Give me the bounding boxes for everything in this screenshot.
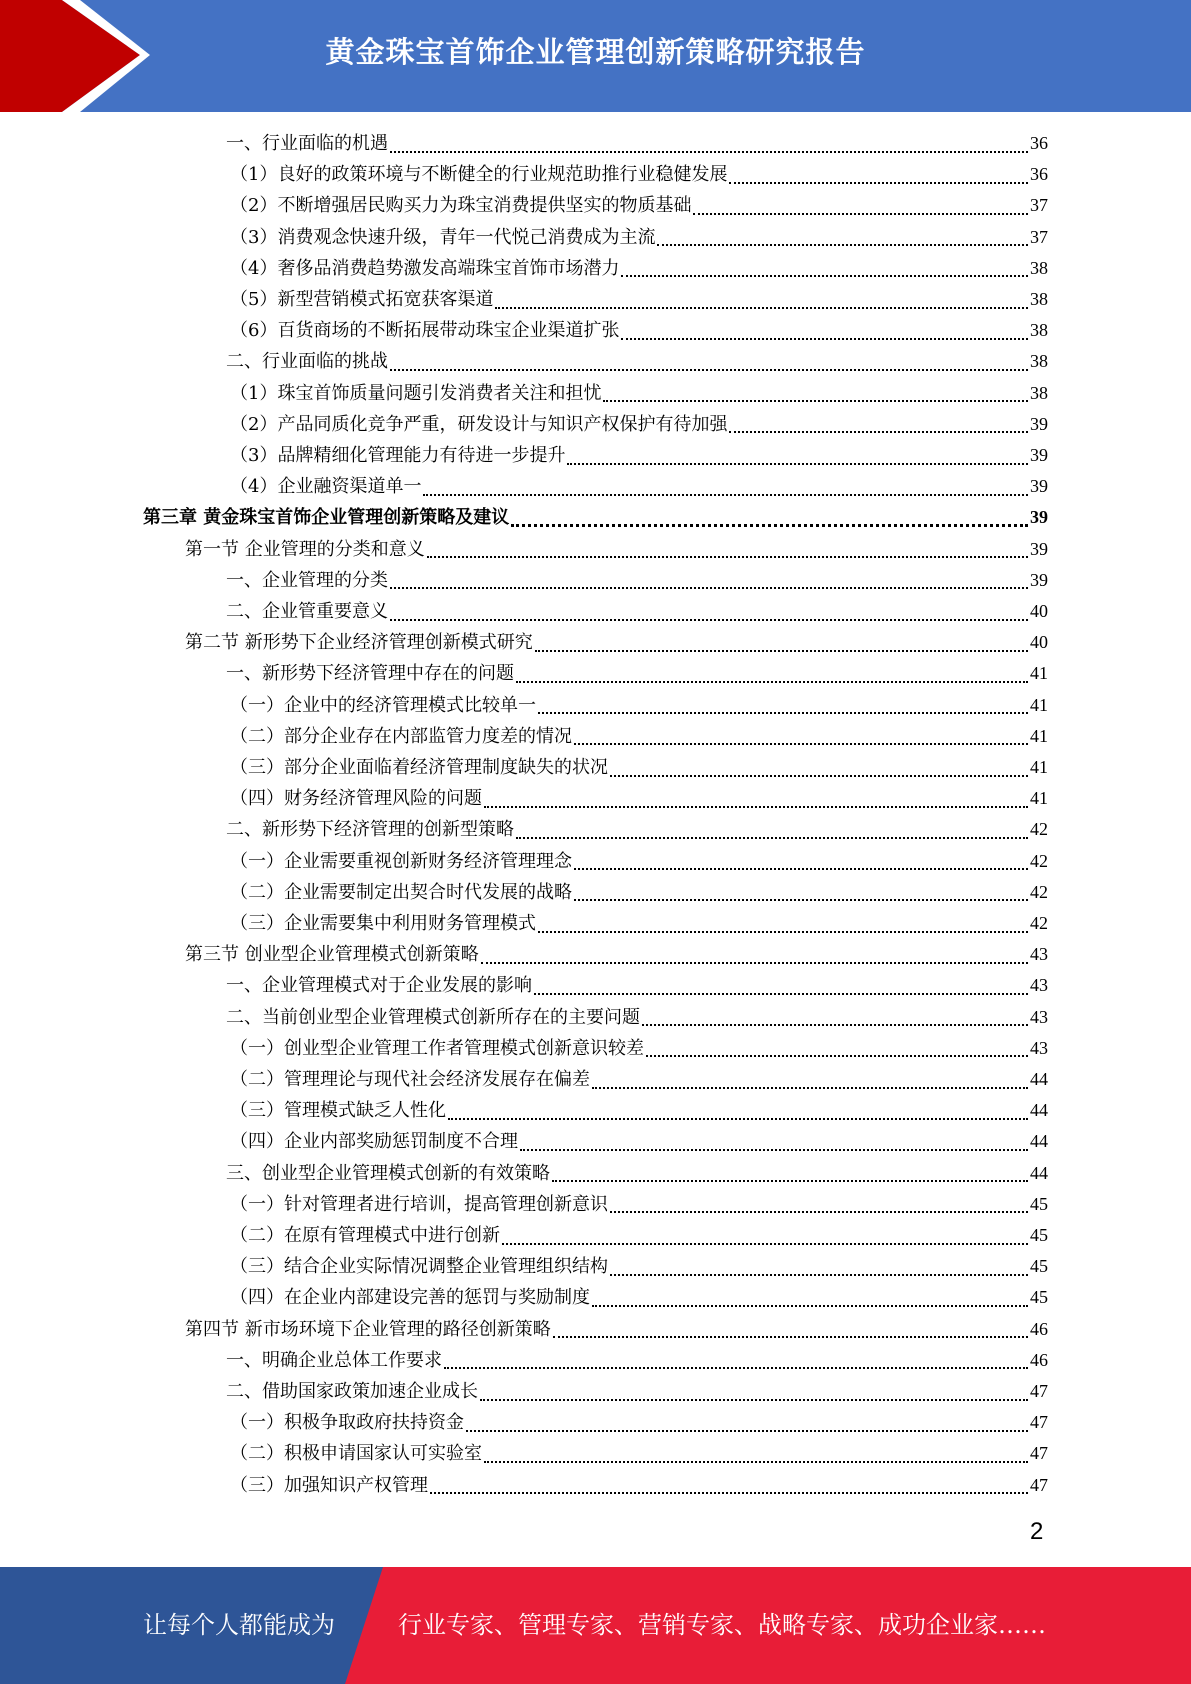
- toc-page-number: 46: [1030, 1318, 1048, 1339]
- toc-entry-title: （二）积极申请国家认可实验室: [230, 1443, 482, 1465]
- toc-item-row[interactable]: [230, 222, 1048, 253]
- toc-entry-title: （四）在企业内部建设完善的惩罚与奖励制度: [230, 1287, 590, 1309]
- toc-leader-dots: [729, 182, 1028, 184]
- toc-item-row[interactable]: [230, 1064, 1048, 1095]
- report-title: 黄金珠宝首饰企业管理创新策略研究报告: [325, 34, 866, 69]
- toc-entry-title: 三、创业型企业管理模式创新的有效策略: [226, 1162, 550, 1184]
- toc-leader-dots: [516, 837, 1028, 839]
- toc-section-row[interactable]: [185, 1314, 1048, 1345]
- toc-page-number: 41: [1030, 757, 1048, 777]
- toc-page-number: 43: [1030, 975, 1048, 996]
- toc-leader-dots: [538, 931, 1028, 933]
- toc-item-row[interactable]: [230, 1095, 1048, 1126]
- toc-page-number: 42: [1030, 819, 1048, 840]
- toc-entry-title: （2）产品同质化竞争严重，研发设计与知识产权保护有待加强: [230, 413, 728, 435]
- toc-page-number: 42: [1030, 850, 1048, 871]
- toc-item-row[interactable]: [230, 409, 1048, 440]
- toc-entry-title: （1）良好的政策环境与不断健全的行业规范助推行业稳健发展: [230, 164, 728, 186]
- toc-entry-title: （三）加强知识产权管理: [230, 1474, 428, 1496]
- toc-item-row[interactable]: [230, 752, 1048, 783]
- toc-item-row[interactable]: [230, 159, 1048, 190]
- toc-item-row[interactable]: [230, 846, 1048, 877]
- toc-leader-dots: [693, 213, 1028, 215]
- toc-page-number: 47: [1030, 1381, 1048, 1401]
- toc-leader-dots: [516, 681, 1028, 683]
- toc-item-row[interactable]: [230, 1126, 1048, 1157]
- toc-page-number: 45: [1030, 1256, 1048, 1277]
- footer-slogan-left: 让每个人都能成为: [143, 1611, 335, 1639]
- toc-item-row[interactable]: [230, 315, 1048, 346]
- toc-page-number: 44: [1030, 1100, 1048, 1121]
- toc-page-number: 47: [1030, 1443, 1048, 1464]
- toc-leader-dots: [592, 1305, 1028, 1307]
- toc-entry-title: （四）财务经济管理风险的问题: [230, 788, 482, 810]
- toc-entry-title: （1）珠宝首饰质量问题引发消费者关注和担忧: [230, 382, 602, 404]
- page-header: [0, 0, 1191, 112]
- toc-item-row[interactable]: [230, 721, 1048, 752]
- toc-leader-dots: [574, 868, 1028, 870]
- toc-item-row[interactable]: [226, 1002, 1048, 1033]
- toc-leader-dots: [427, 556, 1028, 558]
- toc-page-number: 46: [1030, 1349, 1048, 1370]
- toc-leader-dots: [729, 431, 1028, 433]
- toc-chapter-row[interactable]: [143, 502, 1048, 533]
- toc-leader-dots: [430, 1492, 1028, 1494]
- toc-entry-title: （二）管理理论与现代社会经济发展存在偏差: [230, 1069, 590, 1090]
- toc-page-number: 39: [1030, 507, 1048, 528]
- toc-item-row[interactable]: [230, 1407, 1048, 1438]
- toc-leader-dots: [621, 275, 1028, 277]
- toc-item-row[interactable]: [230, 1438, 1048, 1469]
- toc-leader-dots: [538, 712, 1028, 714]
- toc-item-row[interactable]: [230, 1251, 1048, 1282]
- toc-leader-dots: [574, 743, 1028, 745]
- toc-item-row[interactable]: [230, 1033, 1048, 1064]
- toc-leader-dots: [610, 775, 1028, 777]
- toc-page-number: 42: [1030, 881, 1048, 902]
- toc-item-row[interactable]: [230, 378, 1048, 409]
- toc-page-number: 40: [1030, 632, 1048, 653]
- toc-page-number: 37: [1030, 226, 1048, 247]
- toc-entry-title: （一）企业需要重视创新财务经济管理理念: [230, 850, 572, 872]
- toc-leader-dots: [390, 151, 1028, 153]
- toc-item-row[interactable]: [226, 565, 1048, 596]
- toc-leader-dots: [481, 962, 1028, 964]
- toc-item-row[interactable]: [230, 1470, 1048, 1501]
- toc-page-number: 40: [1030, 601, 1048, 621]
- toc-item-row[interactable]: [230, 1189, 1048, 1220]
- toc-page-number: 41: [1030, 663, 1048, 684]
- toc-page-number: 39: [1030, 569, 1048, 590]
- toc-leader-dots: [603, 400, 1028, 402]
- toc-entry-title: （三）企业需要集中利用财务管理模式: [230, 913, 536, 934]
- toc-leader-dots: [502, 1243, 1028, 1245]
- toc-page-number: 42: [1030, 913, 1048, 933]
- toc-section-row[interactable]: [185, 627, 1048, 658]
- toc-page-number: 44: [1030, 1131, 1048, 1152]
- toc-page-number: 38: [1030, 382, 1048, 403]
- toc-item-row[interactable]: [230, 471, 1048, 502]
- toc-page-number: 38: [1030, 257, 1048, 278]
- footer-slogan-right: 行业专家、管理专家、营销专家、战略专家、成功企业家……: [398, 1611, 1046, 1639]
- toc-leader-dots: [484, 1461, 1028, 1463]
- toc-page-number: 47: [1030, 1474, 1048, 1495]
- toc-page-number: 45: [1030, 1287, 1048, 1308]
- toc-entry-title: （二）在原有管理模式中进行创新: [230, 1225, 500, 1246]
- toc-entry-title: （4）奢侈品消费趋势激发高端珠宝首饰市场潜力: [230, 257, 620, 279]
- toc-page-number: 45: [1030, 1193, 1048, 1214]
- toc-leader-dots: [610, 1274, 1028, 1276]
- toc-leader-dots: [390, 369, 1028, 371]
- toc-page-number: 41: [1030, 788, 1048, 809]
- toc-entry-title: 一、行业面临的机遇: [226, 133, 388, 154]
- toc-entry-title: （一）积极争取政府扶持资金: [230, 1412, 464, 1434]
- toc-leader-dots: [444, 1367, 1028, 1369]
- toc-entry-title: 二、行业面临的挑战: [226, 351, 388, 373]
- toc-page-number: 39: [1030, 538, 1048, 559]
- toc-item-row[interactable]: [226, 970, 1048, 1001]
- toc-item-row[interactable]: [230, 783, 1048, 814]
- toc-entry-title: （6）百货商场的不断拓展带动珠宝企业渠道扩张: [230, 320, 620, 342]
- toc-leader-dots: [535, 650, 1028, 652]
- toc-entry-title: 二、当前创业型企业管理模式创新所存在的主要问题: [226, 1006, 640, 1028]
- toc-item-row[interactable]: [226, 1345, 1048, 1376]
- toc-page-number: 47: [1030, 1412, 1048, 1433]
- toc-entry-title: 二、企业管重要意义: [226, 601, 388, 622]
- toc-item-row[interactable]: [226, 128, 1048, 159]
- toc-entry-title: 第四节 新市场环境下企业管理的路径创新策略: [185, 1318, 551, 1340]
- toc-leader-dots: [466, 1430, 1028, 1432]
- toc-leader-dots: [567, 463, 1028, 465]
- toc-item-row[interactable]: [230, 908, 1048, 939]
- toc-page-number: 39: [1030, 445, 1048, 465]
- toc-item-row[interactable]: [226, 658, 1048, 689]
- header-arrow-decoration: [0, 0, 160, 112]
- page-footer: [0, 1567, 1191, 1684]
- page-number: 2: [1030, 1518, 1044, 1545]
- toc-entry-title: 第一节 企业管理的分类和意义: [185, 538, 425, 560]
- toc-leader-dots: [448, 1118, 1028, 1120]
- toc-leader-dots: [610, 1211, 1028, 1213]
- toc-entry-title: （三）部分企业面临着经济管理制度缺失的状况: [230, 757, 608, 778]
- toc-entry-title: （一）企业中的经济管理模式比较单一: [230, 694, 536, 716]
- toc-page-number: 39: [1030, 476, 1048, 497]
- toc-leader-dots: [592, 1087, 1028, 1089]
- toc-item-row[interactable]: [226, 814, 1048, 845]
- toc-section-row[interactable]: [185, 939, 1048, 970]
- toc-leader-dots: [534, 993, 1028, 995]
- toc-page-number: 38: [1030, 320, 1048, 341]
- toc-item-row[interactable]: [230, 877, 1048, 908]
- toc-leader-dots: [511, 524, 1028, 527]
- toc-section-row[interactable]: [185, 534, 1048, 565]
- toc-page-number: 45: [1030, 1225, 1048, 1245]
- toc-page-number: 38: [1030, 351, 1048, 372]
- toc-item-row[interactable]: [226, 596, 1048, 627]
- toc-entry-title: （3）品牌精细化管理能力有待进一步提升: [230, 445, 566, 466]
- toc-leader-dots: [480, 1399, 1028, 1401]
- toc-leader-dots: [520, 1149, 1028, 1151]
- toc-leader-dots: [423, 494, 1028, 496]
- toc-leader-dots: [621, 338, 1028, 340]
- toc-leader-dots: [642, 1024, 1028, 1026]
- toc-leader-dots: [390, 619, 1028, 621]
- toc-leader-dots: [495, 307, 1028, 309]
- toc-entry-title: （二）部分企业存在内部监管力度差的情况: [230, 725, 572, 747]
- toc-entry-title: 一、新形势下经济管理中存在的问题: [226, 663, 514, 685]
- toc-entry-title: （2）不断增强居民购买力为珠宝消费提供坚实的物质基础: [230, 195, 692, 217]
- toc-leader-dots: [484, 806, 1028, 808]
- toc-entry-title: 第三章 黄金珠宝首饰企业管理创新策略及建议: [143, 507, 510, 529]
- toc-entry-title: （4）企业融资渠道单一: [230, 476, 422, 498]
- toc-entry-title: （三）管理模式缺乏人性化: [230, 1100, 446, 1122]
- toc-item-row[interactable]: [230, 440, 1048, 471]
- toc-entry-title: 一、明确企业总体工作要求: [226, 1349, 442, 1371]
- toc-entry-title: （一）创业型企业管理工作者管理模式创新意识较差: [230, 1037, 644, 1059]
- toc-entry-title: 一、企业管理模式对于企业发展的影响: [226, 975, 532, 997]
- toc-item-row[interactable]: [230, 690, 1048, 721]
- toc-item-row[interactable]: [230, 253, 1048, 284]
- toc-item-row[interactable]: [226, 1376, 1048, 1407]
- toc-page-number: 37: [1030, 195, 1048, 216]
- toc-page-number: 43: [1030, 1037, 1048, 1058]
- toc-page-number: 44: [1030, 1162, 1048, 1183]
- toc-page-number: 43: [1030, 1006, 1048, 1027]
- toc-page-number: 36: [1030, 133, 1048, 153]
- toc-entry-title: 二、借助国家政策加速企业成长: [226, 1381, 478, 1402]
- toc-entry-title: （三）结合企业实际情况调整企业管理组织结构: [230, 1256, 608, 1278]
- toc-entry-title: 二、新形势下经济管理的创新型策略: [226, 819, 514, 841]
- toc-entry-title: （四）企业内部奖励惩罚制度不合理: [230, 1131, 518, 1153]
- toc-leader-dots: [574, 899, 1028, 901]
- toc-entry-title: （一）针对管理者进行培训，提高管理创新意识: [230, 1193, 608, 1215]
- toc-item-row[interactable]: [230, 1282, 1048, 1313]
- toc-page-number: 38: [1030, 289, 1048, 309]
- toc-entry-title: （3）消费观念快速升级，青年一代悦己消费成为主流: [230, 226, 656, 248]
- toc-page-number: 39: [1030, 413, 1048, 434]
- toc-entry-title: 第三节 创业型企业管理模式创新策略: [185, 944, 479, 966]
- toc-page-number: 43: [1030, 944, 1048, 965]
- toc-page-number: 36: [1030, 164, 1048, 185]
- toc-page-number: 41: [1030, 725, 1048, 746]
- toc-item-row[interactable]: [230, 190, 1048, 221]
- toc-entry-title: （5）新型营销模式拓宽获客渠道: [230, 289, 494, 310]
- toc-entry-title: 第二节 新形势下企业经济管理创新模式研究: [185, 632, 533, 654]
- toc-page-number: 41: [1030, 694, 1048, 715]
- toc-entry-title: （二）企业需要制定出契合时代发展的战略: [230, 881, 572, 903]
- toc-leader-dots: [552, 1180, 1028, 1182]
- toc-item-row[interactable]: [226, 1158, 1048, 1189]
- toc-leader-dots: [390, 587, 1028, 589]
- toc-entry-title: 一、企业管理的分类: [226, 569, 388, 591]
- toc-leader-dots: [657, 244, 1028, 246]
- toc-page-number: 44: [1030, 1069, 1048, 1089]
- toc-leader-dots: [553, 1336, 1028, 1338]
- toc-leader-dots: [646, 1055, 1028, 1057]
- toc-item-row[interactable]: [226, 346, 1048, 377]
- toc-item-row[interactable]: [230, 1220, 1048, 1251]
- toc-item-row[interactable]: [230, 284, 1048, 315]
